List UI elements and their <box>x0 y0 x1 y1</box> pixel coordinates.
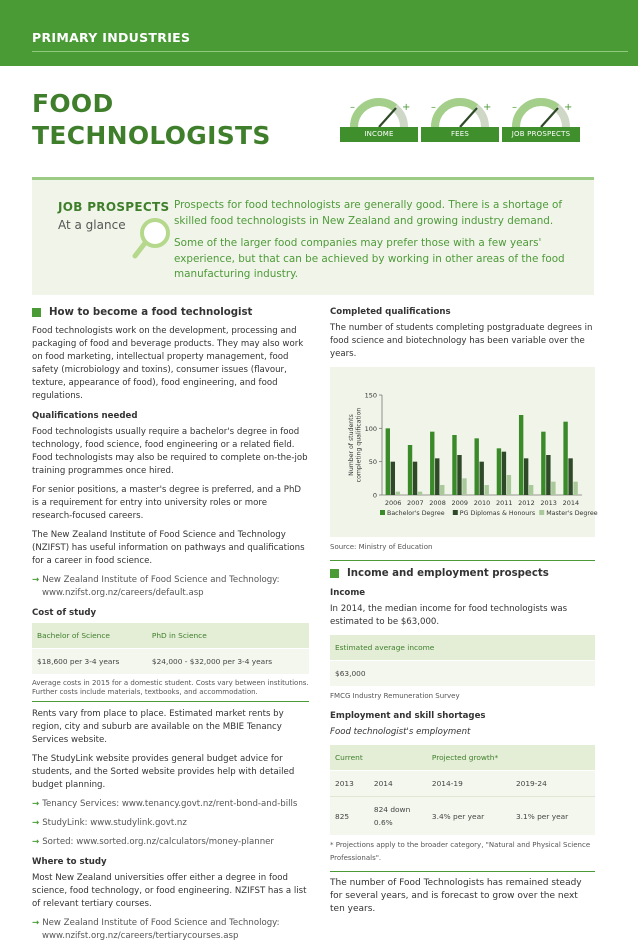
paragraph: In 2014, the median income for food technologists was estimated to be $63,000. <box>330 604 568 627</box>
link-nzifst-courses[interactable] <box>32 917 309 943</box>
arrow-right-icon: → <box>32 837 43 847</box>
subheading: Qualifications needed <box>32 411 138 421</box>
gauge-label: JOB PROSPECTS <box>502 127 580 142</box>
link-text: StudyLink: www.studylink.govt.nz <box>42 818 187 828</box>
arrow-right-icon: → <box>32 799 43 809</box>
table-cell: 2014 <box>369 771 427 797</box>
bar-2012-0 <box>519 415 523 495</box>
bar-2010-2 <box>485 485 489 495</box>
section-heading-text: How to become a food technologist <box>49 307 253 318</box>
gauge-minus: – <box>512 102 517 113</box>
gauge-minus: – <box>350 102 355 113</box>
link-studylink[interactable] <box>32 817 309 830</box>
legend-swatch <box>453 510 458 515</box>
gauge-plus: + <box>483 102 492 113</box>
x-tick-label: 2010 <box>473 499 491 507</box>
section-heading <box>32 306 309 319</box>
table-cell: $63,000 <box>330 661 595 687</box>
paragraph: For senior positions, a master's degree is preferred, and a PhD is a requirement for entry into university roles or more research-focused careers. <box>32 485 302 521</box>
paragraph: Most New Zealand universities offer either a degree in food science, food technology, or food engineering. NZIFST has a list of relevant tertiary courses. <box>32 873 307 909</box>
paragraph: Food technologists usually require a bachelor's degree in food technology, food science, food engineering or a related field. Food technologists may also be required to complete on-the-job training programmes once hired. <box>32 427 308 476</box>
bar-2006-0 <box>386 428 390 495</box>
divider <box>330 560 595 561</box>
y-tick-label: 100 <box>364 424 377 433</box>
income-table <box>330 635 595 686</box>
banner-divider <box>32 51 628 52</box>
table-header: Estimated average income <box>330 635 595 661</box>
bar-2013-1 <box>546 455 550 495</box>
x-tick-label: 2009 <box>451 499 469 507</box>
employment-table <box>330 745 595 835</box>
bar-2014-1 <box>568 458 572 495</box>
x-tick-label: 2008 <box>429 499 446 507</box>
callout-text <box>174 198 579 290</box>
header-banner <box>0 0 638 66</box>
y-tick-label: 50 <box>368 458 377 467</box>
gauge-plus: + <box>402 102 411 113</box>
gauge-label: FEES <box>421 127 499 142</box>
bar-2006-2 <box>396 492 400 495</box>
bar-2009-0 <box>452 435 456 495</box>
table-cell: 824 down 0.6% <box>369 797 427 836</box>
gauge-meter-icon <box>502 96 580 128</box>
chart-source: Source: Ministry of Education <box>330 543 433 551</box>
fees-gauge <box>421 96 499 142</box>
callout-paragraph: Some of the larger food companies may prefer those with a few years' experience, but that can be achieved by working in other areas of the food manufacturing industry. <box>174 237 565 280</box>
table-cell: 3.4% per year <box>427 797 511 836</box>
bar-2007-0 <box>408 445 412 495</box>
gauge-minus: – <box>431 102 436 113</box>
income-source: FMCG Industry Remuneration Survey <box>330 692 460 700</box>
arrow-right-icon: → <box>32 575 43 585</box>
subheading: Completed qualifications <box>330 307 451 317</box>
link-text: New Zealand Institute of Food Science and Technology: www.nzifst.org.nz/careers/tertiarycourses.asp <box>42 918 280 941</box>
subheading: Where to study <box>32 857 107 867</box>
x-tick-label: 2007 <box>407 499 424 507</box>
table-header: Projected growth* <box>427 745 595 771</box>
magnifier-icon <box>132 216 176 260</box>
section-heading <box>330 567 595 580</box>
cost-table <box>32 623 309 674</box>
bar-2011-0 <box>497 448 501 495</box>
gauge-label: INCOME <box>340 127 418 142</box>
bar-2014-0 <box>563 422 567 495</box>
right-column <box>330 306 598 922</box>
bar-2011-2 <box>507 475 511 495</box>
bar-2008-1 <box>435 458 439 495</box>
callout-paragraph: Prospects for food technologists are generally good. There is a shortage of skilled food technologists in New Zealand and growing industry demand. <box>174 199 563 227</box>
divider <box>32 701 309 702</box>
y-tick-label: 150 <box>364 391 377 400</box>
y-tick-label: 0 <box>372 491 377 500</box>
divider <box>330 871 595 872</box>
bar-2010-1 <box>480 462 484 495</box>
bar-2013-2 <box>551 482 555 495</box>
paragraph: Rents vary from place to place. Estimated market rents by region, city and suburb are available on the MBIE Tenancy Services website. <box>32 709 284 745</box>
arrow-right-icon: → <box>32 918 43 928</box>
job-prospects-gauge <box>502 96 580 142</box>
bar-2007-2 <box>418 492 422 495</box>
gauge-plus: + <box>564 102 573 113</box>
legend-label: PG Diplomas & Honours <box>459 510 536 517</box>
bar-2012-2 <box>529 485 533 495</box>
arrow-right-icon: → <box>32 818 43 828</box>
paragraph: The number of Food Technologists has remained steady for several years, and is forecast to grow over the next ten years. <box>330 878 582 914</box>
section-title: PRIMARY INDUSTRIES <box>32 30 191 45</box>
gauge-meter-icon <box>421 96 499 128</box>
table-cell: 2013 <box>330 771 369 797</box>
bar-2007-1 <box>413 462 417 495</box>
legend-swatch <box>539 510 544 515</box>
link-tenancy[interactable] <box>32 798 309 811</box>
subheading: Cost of study <box>32 608 97 618</box>
table-cell: $24,000 - $32,000 per 3-4 years <box>147 649 309 675</box>
callout-label: JOB PROSPECTS <box>58 200 170 214</box>
rating-gauges <box>340 96 580 142</box>
table-header: PhD in Science <box>147 623 309 649</box>
page-title <box>32 88 312 152</box>
page-title-line1: FOOD <box>32 89 114 118</box>
page-title-line2: TECHNOLOGISTS <box>32 121 271 150</box>
bar-2010-0 <box>475 438 479 495</box>
x-tick-label: 2013 <box>540 499 557 507</box>
income-gauge <box>340 96 418 142</box>
legend-label: Master's Degree <box>546 510 598 517</box>
link-text: Sorted: www.sorted.org.nz/calculators/money-planner <box>42 837 274 847</box>
paragraph: The StudyLink website provides general budget advice for students, and the Sorted website provides help with detailed budget planning. <box>32 754 295 790</box>
link-text: New Zealand Institute of Food Science and Technology: www.nzifst.org.nz/careers/default.asp <box>42 575 280 598</box>
bar-2009-2 <box>462 478 466 495</box>
x-tick-label: 2006 <box>384 499 402 507</box>
job-prospects-callout <box>32 177 594 295</box>
table-note: Average costs in 2015 for a domestic student. Costs vary between institutions. Further costs include materials, textbooks, and accommodation. <box>32 679 309 696</box>
table-cell: 2019-24 <box>511 771 595 797</box>
table-note: * Projections apply to the broader category, "Natural and Physical Science Professionals". <box>330 841 591 862</box>
square-bullet-icon <box>32 308 41 317</box>
qualifications-chart <box>330 367 598 537</box>
bar-2014-2 <box>573 482 577 495</box>
table-header: Bachelor of Science <box>32 623 147 649</box>
table-cell: $18,600 per 3-4 years <box>32 649 147 675</box>
paragraph: Food technologists work on the development, processing and packaging of food and beverage products. They may also work on food marketing, intellectual property management, food safety (microbiology and toxins), consumer issues (flavour, texture, appearance of food), food engineering, and food regulations. <box>32 326 304 401</box>
link-nzifst-careers[interactable] <box>32 574 309 600</box>
bar-2013-0 <box>541 432 545 495</box>
table-header: Current <box>330 745 427 771</box>
bar-2008-0 <box>430 432 434 495</box>
table-cell: 3.1% per year <box>511 797 595 836</box>
bar-2011-1 <box>502 452 506 495</box>
left-column <box>32 306 309 949</box>
table-cell: 825 <box>330 797 369 836</box>
bar-2008-2 <box>440 485 444 495</box>
link-sorted[interactable] <box>32 836 309 849</box>
bar-2006-1 <box>391 462 395 495</box>
gauge-meter-icon <box>340 96 418 128</box>
callout-sub: At a glance <box>58 218 126 232</box>
x-tick-label: 2014 <box>562 499 580 507</box>
bar-2012-1 <box>524 458 528 495</box>
section-heading-text: Income and employment prospects <box>347 568 549 579</box>
table-cell: 2014-19 <box>427 771 511 797</box>
paragraph: The number of students completing postgraduate degrees in food science and biotechnology has been variable over the years. <box>330 323 593 359</box>
employment-subheading: Food technologist's employment <box>330 727 471 737</box>
x-tick-label: 2011 <box>495 499 513 507</box>
square-bullet-icon <box>330 569 339 578</box>
x-tick-label: 2012 <box>518 499 535 507</box>
subheading: Employment and skill shortages <box>330 711 486 721</box>
y-axis-label: Number of studentscompleting qualification <box>348 407 363 483</box>
legend-swatch <box>380 510 385 515</box>
link-text: Tenancy Services: www.tenancy.govt.nz/rent-bond-and-bills <box>42 799 298 809</box>
bar-chart <box>330 367 598 537</box>
paragraph: The New Zealand Institute of Food Science and Technology (NZIFST) has useful information on pathways and qualifications for a career in food science. <box>32 530 305 566</box>
legend-label: Bachelor's Degree <box>387 510 445 517</box>
subheading: Income <box>330 588 366 598</box>
bar-2009-1 <box>457 455 461 495</box>
